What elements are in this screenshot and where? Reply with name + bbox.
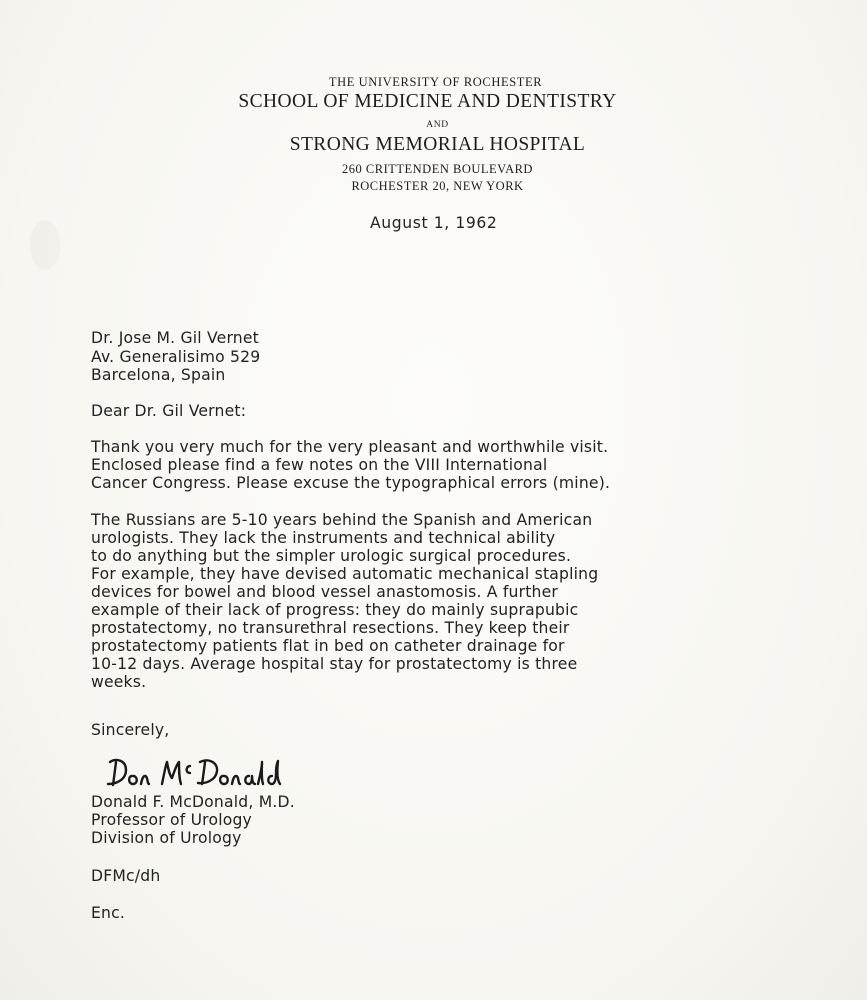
reference-initials: DFMc/dh — [91, 867, 161, 885]
recipient-city: Barcelona, Spain — [91, 366, 226, 384]
paragraph-2-line-5: devices for bowel and blood vessel anastomosis. A further — [91, 583, 558, 601]
enclosure-note: Enc. — [91, 904, 126, 922]
paragraph-2-line-3: to do anything but the simpler urologic surgical procedures. — [91, 547, 572, 565]
paragraph-2-line-10: weeks. — [91, 673, 147, 691]
letterhead-street: 260 CRITTENDEN BOULEVARD — [342, 162, 533, 176]
signer-division: Division of Urology — [91, 829, 242, 847]
letterhead-school: SCHOOL OF MEDICINE AND DENTISTRY — [238, 91, 617, 112]
paragraph-2-line-8: prostatectomy patients flat in bed on catheter drainage for — [91, 637, 565, 655]
paragraph-1-line-3: Cancer Congress. Please excuse the typographical errors (mine). — [91, 474, 611, 492]
handwritten-signature — [104, 754, 304, 794]
paragraph-2-line-6: example of their lack of progress: they do mainly suprapubic — [91, 601, 579, 619]
letterhead-hospital: STRONG MEMORIAL HOSPITAL — [289, 134, 586, 155]
paragraph-2-line-9: 10-12 days. Average hospital stay for prostatectomy is three — [91, 655, 578, 673]
salutation: Dear Dr. Gil Vernet: — [91, 402, 247, 420]
letterhead-and: AND — [426, 120, 449, 130]
letterhead-university: THE UNIVERSITY OF ROCHESTER — [328, 75, 543, 89]
closing: Sincerely, — [91, 721, 170, 739]
paragraph-2-line-1: The Russians are 5-10 years behind the Spanish and American — [91, 511, 593, 529]
letterhead-city: ROCHESTER 20, NEW YORK — [351, 179, 524, 193]
signer-title: Professor of Urology — [91, 811, 252, 829]
signer-name: Donald F. McDonald, M.D. — [91, 793, 295, 811]
paragraph-2-line-7: prostatectomy, no transurethral resections. They keep their — [91, 619, 570, 637]
paragraph-1-line-1: Thank you very much for the very pleasant and worthwhile visit. — [91, 438, 609, 456]
letter-date: August 1, 1962 — [370, 214, 498, 232]
recipient-street: Av. Generalisimo 529 — [91, 347, 261, 366]
paper-stain — [30, 220, 60, 270]
recipient-name: Dr. Jose M. Gil Vernet — [91, 329, 259, 347]
paragraph-2-line-2: urologists. They lack the instruments and technical ability — [91, 529, 556, 547]
paragraph-2-line-4: For example, they have devised automatic mechanical stapling — [91, 565, 599, 583]
paragraph-1-line-2: Enclosed please find a few notes on the VIII International — [91, 456, 548, 474]
